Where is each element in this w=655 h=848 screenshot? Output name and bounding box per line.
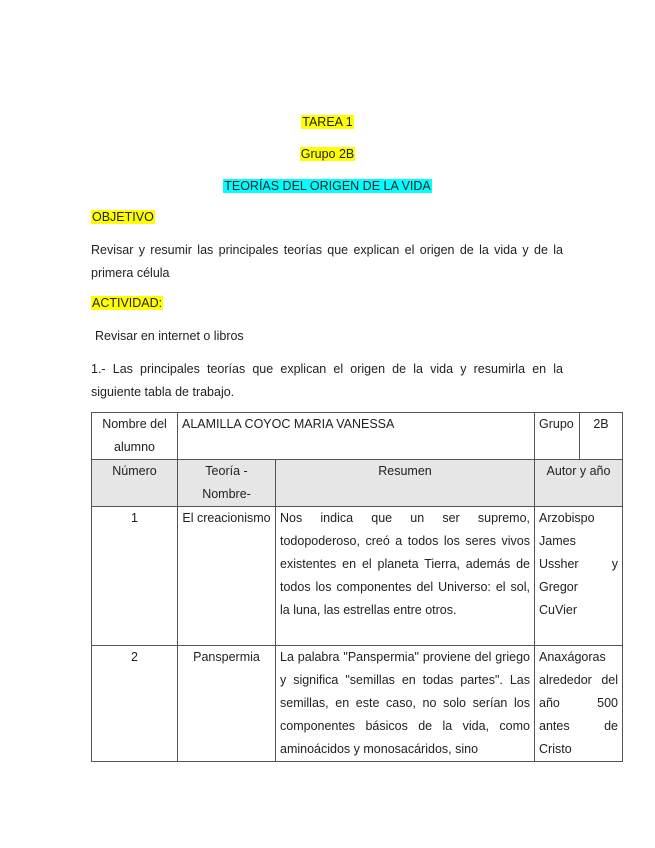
document-title: TEORÍAS DEL ORIGEN DE LA VIDA: [224, 179, 431, 193]
header-row: [92, 460, 623, 507]
header-number: Número: [92, 460, 178, 507]
activity-heading: ACTIVIDAD:: [92, 296, 163, 310]
row-number: 1: [92, 507, 178, 646]
header-theory: Teoría - Nombre-: [178, 460, 276, 507]
header-summary: Resumen: [276, 460, 535, 507]
row-author: Arzobispo James Ussher y Gregor CuVier: [535, 507, 623, 646]
objective-heading: OBJETIVO: [92, 210, 154, 224]
group-title: Grupo 2B: [300, 147, 355, 161]
group-label: Grupo: [535, 413, 580, 460]
row-summary: La palabra "Panspermia" proviene del griego y significa "semillas en todas partes". Las semillas, en este caso, no solo serían los componentes básicos de la vida, como aminoácidos y monosacáridos, sino: [276, 646, 535, 762]
work-table: [91, 412, 623, 762]
student-name: ALAMILLA COYOC MARIA VANESSA: [178, 413, 535, 460]
group-value: 2B: [580, 413, 623, 460]
row-theory: Panspermia: [178, 646, 276, 762]
student-row: [92, 413, 623, 460]
row-summary: Nos indica que un ser supremo, todopoderoso, creó a todos los seres vivos existentes en el planeta Tierra, además de todos los componentes del Universo: el sol, la luna, las estrellas entre otros.: [276, 507, 535, 646]
header-author: Autor y año: [535, 460, 623, 507]
task-title: TAREA 1: [302, 115, 353, 129]
row-author: Anaxágoras alrededor del año 500 antes de Cristo: [535, 646, 623, 762]
table-row: [92, 646, 623, 762]
row-number: 2: [92, 646, 178, 762]
row-theory: El creacionismo: [178, 507, 276, 646]
table-row: [92, 507, 623, 646]
activity-instruction: 1.- Las principales teorías que explican el origen de la vida y resumirla en la siguiente tabla de trabajo.: [91, 362, 563, 399]
objective-text: Revisar y resumir las principales teorías que explican el origen de la vida y de la primera célula: [91, 243, 563, 280]
activity-line1: Revisar en internet o libros: [95, 329, 244, 343]
student-label: Nombre del alumno: [92, 413, 178, 460]
